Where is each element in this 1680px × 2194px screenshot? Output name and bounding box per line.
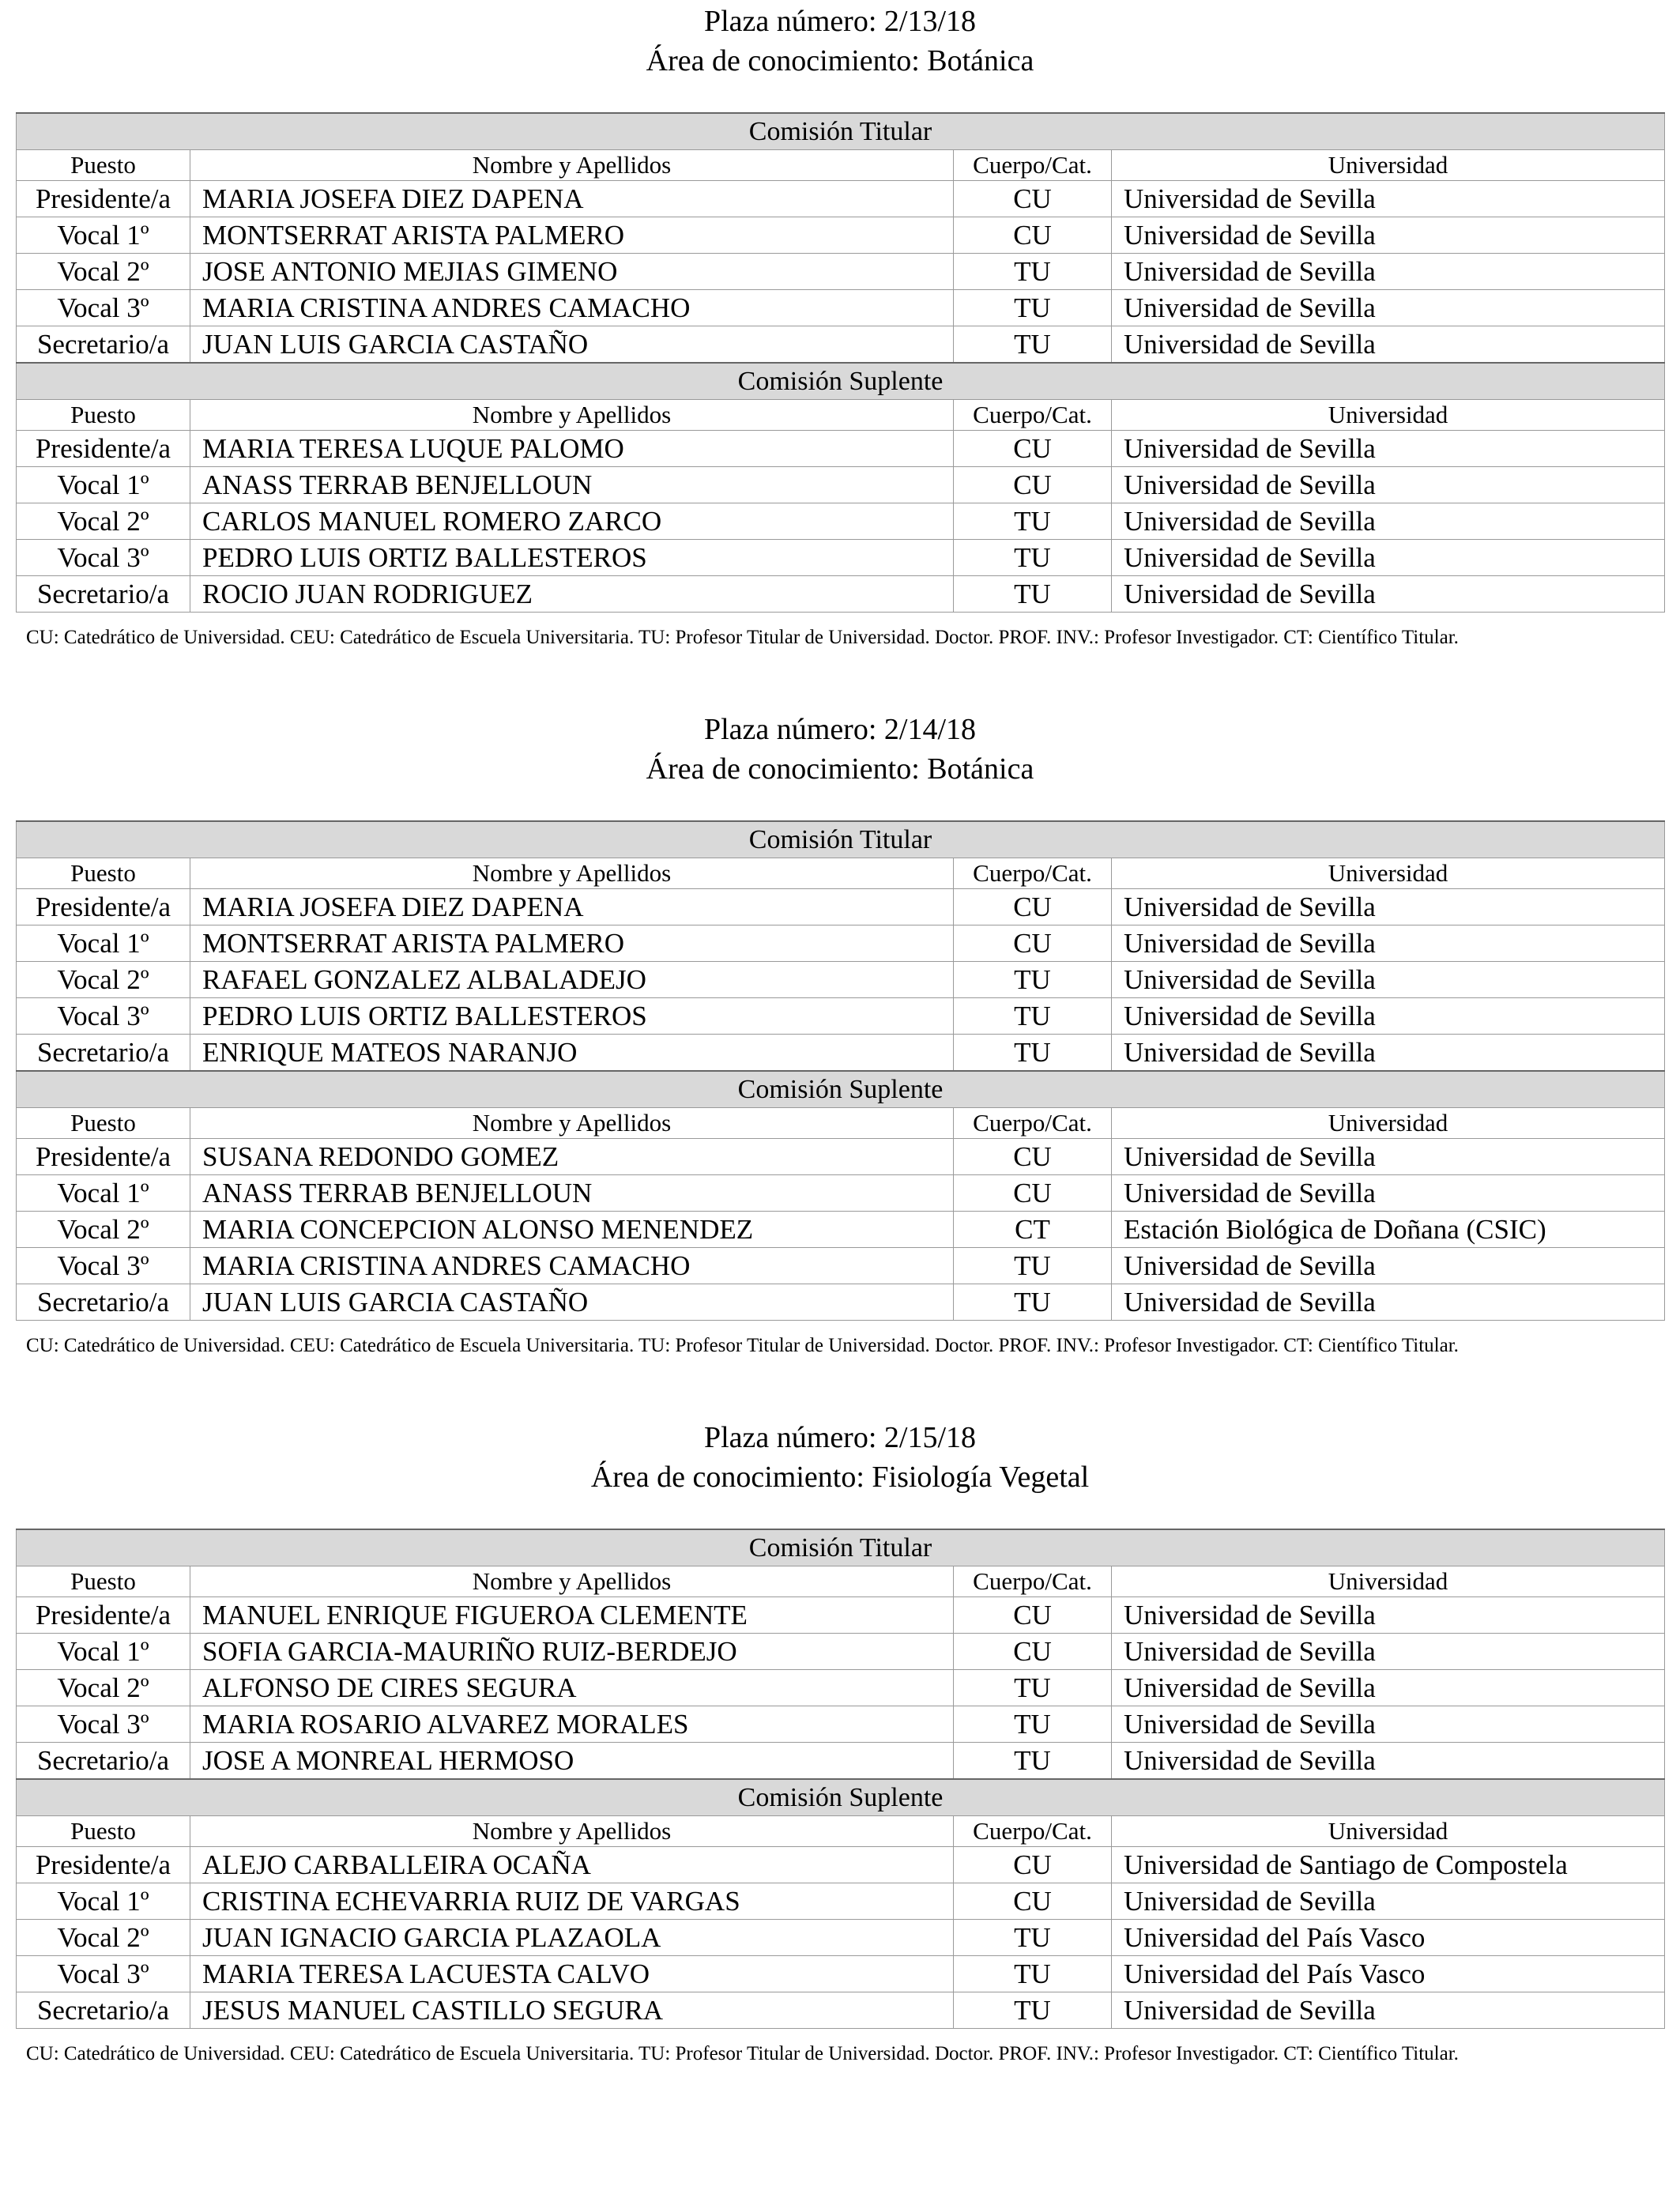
titular-header-row xyxy=(17,821,1665,858)
universidad-cell: Universidad de Sevilla xyxy=(1112,1883,1665,1920)
cuerpo-cell: CU xyxy=(954,889,1112,925)
nombre-cell: MONTSERRAT ARISTA PALMERO xyxy=(190,925,954,962)
puesto-cell: Secretario/a xyxy=(17,1035,190,1072)
cuerpo-cell: TU xyxy=(954,962,1112,998)
table-row xyxy=(17,1035,1665,1072)
column-header: Puesto xyxy=(17,858,190,889)
cuerpo-cell: TU xyxy=(954,576,1112,613)
column-header: Universidad xyxy=(1112,1816,1665,1847)
suplente-label: Comisión Suplente xyxy=(17,1779,1665,1816)
puesto-cell: Vocal 3º xyxy=(17,1956,190,1992)
cuerpo-cell: TU xyxy=(954,998,1112,1035)
column-header: Puesto xyxy=(17,1566,190,1597)
column-header-row xyxy=(17,150,1665,181)
suplente-header-row xyxy=(17,363,1665,400)
titular-header-row xyxy=(17,1529,1665,1566)
column-header: Universidad xyxy=(1112,1108,1665,1139)
table-row xyxy=(17,1212,1665,1248)
nombre-cell: JESUS MANUEL CASTILLO SEGURA xyxy=(190,1992,954,2029)
nombre-cell: CRISTINA ECHEVARRIA RUIZ DE VARGAS xyxy=(190,1883,954,1920)
cuerpo-cell: CU xyxy=(954,217,1112,254)
table-row xyxy=(17,1284,1665,1321)
commission-table xyxy=(16,112,1665,613)
cuerpo-cell: CU xyxy=(954,181,1112,217)
universidad-cell: Universidad de Sevilla xyxy=(1112,1248,1665,1284)
nombre-cell: ENRIQUE MATEOS NARANJO xyxy=(190,1035,954,1072)
table-row xyxy=(17,925,1665,962)
titular-header-row xyxy=(17,113,1665,150)
plaza-block xyxy=(0,708,1680,1404)
nombre-cell: MARIA TERESA LUQUE PALOMO xyxy=(190,431,954,467)
column-header: Nombre y Apellidos xyxy=(190,150,954,181)
column-header: Universidad xyxy=(1112,150,1665,181)
column-header: Nombre y Apellidos xyxy=(190,1566,954,1597)
nombre-cell: MARIA CRISTINA ANDRES CAMACHO xyxy=(190,1248,954,1284)
titular-label: Comisión Titular xyxy=(17,113,1665,150)
table-row xyxy=(17,540,1665,576)
suplente-label: Comisión Suplente xyxy=(17,1071,1665,1108)
column-header: Universidad xyxy=(1112,1566,1665,1597)
area-title: Área de conocimiento: Fisiología Vegetal xyxy=(590,1461,1090,1494)
puesto-cell: Presidente/a xyxy=(17,889,190,925)
table-row xyxy=(17,1670,1665,1706)
column-header: Puesto xyxy=(17,1108,190,1139)
universidad-cell: Universidad de Sevilla xyxy=(1112,467,1665,503)
puesto-cell: Vocal 1º xyxy=(17,217,190,254)
column-header: Nombre y Apellidos xyxy=(190,858,954,889)
nombre-cell: MARIA JOSEFA DIEZ DAPENA xyxy=(190,181,954,217)
cuerpo-cell: TU xyxy=(954,1248,1112,1284)
puesto-cell: Vocal 1º xyxy=(17,1175,190,1212)
cuerpo-cell: TU xyxy=(954,1670,1112,1706)
puesto-cell: Vocal 3º xyxy=(17,1248,190,1284)
table-row xyxy=(17,290,1665,326)
table-row xyxy=(17,1920,1665,1956)
universidad-cell: Universidad del País Vasco xyxy=(1112,1920,1665,1956)
universidad-cell: Universidad de Sevilla xyxy=(1112,962,1665,998)
table-row xyxy=(17,1992,1665,2029)
universidad-cell: Universidad de Sevilla xyxy=(1112,1992,1665,2029)
universidad-cell: Universidad de Sevilla xyxy=(1112,998,1665,1035)
table-row xyxy=(17,1956,1665,1992)
universidad-cell: Universidad de Sevilla xyxy=(1112,1597,1665,1634)
column-header: Puesto xyxy=(17,150,190,181)
plaza-number-title: Plaza número: 2/14/18 xyxy=(703,713,977,746)
nombre-cell: MANUEL ENRIQUE FIGUEROA CLEMENTE xyxy=(190,1597,954,1634)
abbreviations-note: CU: Catedrático de Universidad. CEU: Catedrático de Escuela Universitaria. TU: Profesor Titular de Universidad. Doctor. PROF. INV.: Profesor Investigador. CT: Científico Titular. xyxy=(26,2043,1459,2064)
cuerpo-cell: TU xyxy=(954,540,1112,576)
table-row xyxy=(17,1597,1665,1634)
puesto-cell: Presidente/a xyxy=(17,431,190,467)
puesto-cell: Vocal 1º xyxy=(17,1634,190,1670)
puesto-cell: Vocal 3º xyxy=(17,290,190,326)
commission-table xyxy=(16,820,1665,1321)
nombre-cell: JUAN LUIS GARCIA CASTAÑO xyxy=(190,1284,954,1321)
universidad-cell: Universidad de Sevilla xyxy=(1112,1670,1665,1706)
cuerpo-cell: TU xyxy=(954,1706,1112,1743)
column-header: Cuerpo/Cat. xyxy=(954,400,1112,431)
puesto-cell: Presidente/a xyxy=(17,1139,190,1175)
cuerpo-cell: TU xyxy=(954,1920,1112,1956)
table-row xyxy=(17,1847,1665,1883)
universidad-cell: Universidad de Sevilla xyxy=(1112,503,1665,540)
nombre-cell: PEDRO LUIS ORTIZ BALLESTEROS xyxy=(190,998,954,1035)
suplente-header-row xyxy=(17,1071,1665,1108)
table-row xyxy=(17,1175,1665,1212)
nombre-cell: JOSE A MONREAL HERMOSO xyxy=(190,1743,954,1780)
universidad-cell: Universidad de Sevilla xyxy=(1112,576,1665,613)
column-header: Cuerpo/Cat. xyxy=(954,1108,1112,1139)
column-header-row xyxy=(17,1108,1665,1139)
universidad-cell: Universidad de Sevilla xyxy=(1112,290,1665,326)
table-row xyxy=(17,998,1665,1035)
puesto-cell: Secretario/a xyxy=(17,1284,190,1321)
cuerpo-cell: TU xyxy=(954,326,1112,364)
universidad-cell: Universidad de Sevilla xyxy=(1112,540,1665,576)
table-row xyxy=(17,1706,1665,1743)
abbreviations-note: CU: Catedrático de Universidad. CEU: Catedrático de Escuela Universitaria. TU: Profesor Titular de Universidad. Doctor. PROF. INV.: Profesor Investigador. CT: Científico Titular. xyxy=(26,1335,1459,1356)
puesto-cell: Vocal 2º xyxy=(17,503,190,540)
puesto-cell: Vocal 2º xyxy=(17,962,190,998)
column-header: Universidad xyxy=(1112,858,1665,889)
puesto-cell: Vocal 3º xyxy=(17,540,190,576)
column-header-row xyxy=(17,1566,1665,1597)
universidad-cell: Universidad de Sevilla xyxy=(1112,1284,1665,1321)
cuerpo-cell: CU xyxy=(954,1883,1112,1920)
cuerpo-cell: CU xyxy=(954,925,1112,962)
puesto-cell: Secretario/a xyxy=(17,1743,190,1780)
table-row xyxy=(17,467,1665,503)
column-header-row xyxy=(17,1816,1665,1847)
cuerpo-cell: TU xyxy=(954,1035,1112,1072)
puesto-cell: Presidente/a xyxy=(17,181,190,217)
universidad-cell: Universidad de Santiago de Compostela xyxy=(1112,1847,1665,1883)
table-row xyxy=(17,181,1665,217)
puesto-cell: Vocal 2º xyxy=(17,1212,190,1248)
column-header: Cuerpo/Cat. xyxy=(954,1566,1112,1597)
cuerpo-cell: CU xyxy=(954,431,1112,467)
table-row xyxy=(17,576,1665,613)
universidad-cell: Estación Biológica de Doñana (CSIC) xyxy=(1112,1212,1665,1248)
puesto-cell: Secretario/a xyxy=(17,576,190,613)
cuerpo-cell: CU xyxy=(954,1597,1112,1634)
nombre-cell: ROCIO JUAN RODRIGUEZ xyxy=(190,576,954,613)
commission-table xyxy=(16,1529,1665,2029)
puesto-cell: Vocal 1º xyxy=(17,1883,190,1920)
universidad-cell: Universidad del País Vasco xyxy=(1112,1956,1665,1992)
nombre-cell: RAFAEL GONZALEZ ALBALADEJO xyxy=(190,962,954,998)
column-header: Nombre y Apellidos xyxy=(190,400,954,431)
plaza-block xyxy=(0,0,1680,696)
table-row xyxy=(17,1139,1665,1175)
universidad-cell: Universidad de Sevilla xyxy=(1112,1706,1665,1743)
column-header-row xyxy=(17,858,1665,889)
puesto-cell: Vocal 2º xyxy=(17,1920,190,1956)
puesto-cell: Vocal 2º xyxy=(17,254,190,290)
puesto-cell: Secretario/a xyxy=(17,1992,190,2029)
area-title: Área de conocimiento: Botánica xyxy=(646,752,1034,786)
table-row xyxy=(17,889,1665,925)
puesto-cell: Presidente/a xyxy=(17,1847,190,1883)
nombre-cell: MARIA CRISTINA ANDRES CAMACHO xyxy=(190,290,954,326)
column-header: Puesto xyxy=(17,1816,190,1847)
universidad-cell: Universidad de Sevilla xyxy=(1112,254,1665,290)
plaza-block xyxy=(0,1416,1680,2112)
suplente-label: Comisión Suplente xyxy=(17,363,1665,400)
universidad-cell: Universidad de Sevilla xyxy=(1112,431,1665,467)
titular-label: Comisión Titular xyxy=(17,1529,1665,1566)
universidad-cell: Universidad de Sevilla xyxy=(1112,217,1665,254)
area-title: Área de conocimiento: Botánica xyxy=(646,44,1034,77)
nombre-cell: ANASS TERRAB BENJELLOUN xyxy=(190,467,954,503)
table-row xyxy=(17,503,1665,540)
universidad-cell: Universidad de Sevilla xyxy=(1112,1139,1665,1175)
puesto-cell: Presidente/a xyxy=(17,1597,190,1634)
puesto-cell: Vocal 2º xyxy=(17,1670,190,1706)
nombre-cell: MARIA JOSEFA DIEZ DAPENA xyxy=(190,889,954,925)
puesto-cell: Vocal 1º xyxy=(17,467,190,503)
table-row xyxy=(17,1634,1665,1670)
table-row xyxy=(17,431,1665,467)
column-header: Universidad xyxy=(1112,400,1665,431)
puesto-cell: Secretario/a xyxy=(17,326,190,364)
universidad-cell: Universidad de Sevilla xyxy=(1112,1175,1665,1212)
nombre-cell: SUSANA REDONDO GOMEZ xyxy=(190,1139,954,1175)
universidad-cell: Universidad de Sevilla xyxy=(1112,925,1665,962)
universidad-cell: Universidad de Sevilla xyxy=(1112,181,1665,217)
puesto-cell: Vocal 3º xyxy=(17,1706,190,1743)
suplente-header-row xyxy=(17,1779,1665,1816)
table-row xyxy=(17,1743,1665,1780)
cuerpo-cell: CU xyxy=(954,1139,1112,1175)
nombre-cell: PEDRO LUIS ORTIZ BALLESTEROS xyxy=(190,540,954,576)
puesto-cell: Vocal 3º xyxy=(17,998,190,1035)
table-row xyxy=(17,326,1665,364)
table-row xyxy=(17,1248,1665,1284)
universidad-cell: Universidad de Sevilla xyxy=(1112,1743,1665,1780)
universidad-cell: Universidad de Sevilla xyxy=(1112,889,1665,925)
cuerpo-cell: CU xyxy=(954,1634,1112,1670)
cuerpo-cell: TU xyxy=(954,1956,1112,1992)
nombre-cell: MONTSERRAT ARISTA PALMERO xyxy=(190,217,954,254)
cuerpo-cell: TU xyxy=(954,1992,1112,2029)
cuerpo-cell: CT xyxy=(954,1212,1112,1248)
nombre-cell: CARLOS MANUEL ROMERO ZARCO xyxy=(190,503,954,540)
abbreviations-note: CU: Catedrático de Universidad. CEU: Catedrático de Escuela Universitaria. TU: Profesor Titular de Universidad. Doctor. PROF. INV.: Profesor Investigador. CT: Científico Titular. xyxy=(26,627,1459,648)
cuerpo-cell: TU xyxy=(954,1284,1112,1321)
nombre-cell: ALFONSO DE CIRES SEGURA xyxy=(190,1670,954,1706)
column-header: Cuerpo/Cat. xyxy=(954,858,1112,889)
column-header: Nombre y Apellidos xyxy=(190,1816,954,1847)
table-row xyxy=(17,1883,1665,1920)
nombre-cell: ANASS TERRAB BENJELLOUN xyxy=(190,1175,954,1212)
cuerpo-cell: TU xyxy=(954,1743,1112,1780)
universidad-cell: Universidad de Sevilla xyxy=(1112,326,1665,364)
cuerpo-cell: CU xyxy=(954,1175,1112,1212)
nombre-cell: JUAN IGNACIO GARCIA PLAZAOLA xyxy=(190,1920,954,1956)
nombre-cell: SOFIA GARCIA-MAURIÑO RUIZ-BERDEJO xyxy=(190,1634,954,1670)
universidad-cell: Universidad de Sevilla xyxy=(1112,1035,1665,1072)
column-header: Cuerpo/Cat. xyxy=(954,1816,1112,1847)
cuerpo-cell: CU xyxy=(954,1847,1112,1883)
table-row xyxy=(17,962,1665,998)
cuerpo-cell: TU xyxy=(954,290,1112,326)
column-header-row xyxy=(17,400,1665,431)
puesto-cell: Vocal 1º xyxy=(17,925,190,962)
cuerpo-cell: CU xyxy=(954,467,1112,503)
nombre-cell: MARIA CONCEPCION ALONSO MENENDEZ xyxy=(190,1212,954,1248)
table-row xyxy=(17,217,1665,254)
column-header: Nombre y Apellidos xyxy=(190,1108,954,1139)
nombre-cell: MARIA TERESA LACUESTA CALVO xyxy=(190,1956,954,1992)
cuerpo-cell: TU xyxy=(954,254,1112,290)
titular-label: Comisión Titular xyxy=(17,821,1665,858)
plaza-number-title: Plaza número: 2/15/18 xyxy=(703,1421,977,1454)
plaza-number-title: Plaza número: 2/13/18 xyxy=(703,5,977,38)
cuerpo-cell: TU xyxy=(954,503,1112,540)
nombre-cell: MARIA ROSARIO ALVAREZ MORALES xyxy=(190,1706,954,1743)
nombre-cell: ALEJO CARBALLEIRA OCAÑA xyxy=(190,1847,954,1883)
universidad-cell: Universidad de Sevilla xyxy=(1112,1634,1665,1670)
column-header: Puesto xyxy=(17,400,190,431)
table-row xyxy=(17,254,1665,290)
nombre-cell: JUAN LUIS GARCIA CASTAÑO xyxy=(190,326,954,364)
nombre-cell: JOSE ANTONIO MEJIAS GIMENO xyxy=(190,254,954,290)
column-header: Cuerpo/Cat. xyxy=(954,150,1112,181)
